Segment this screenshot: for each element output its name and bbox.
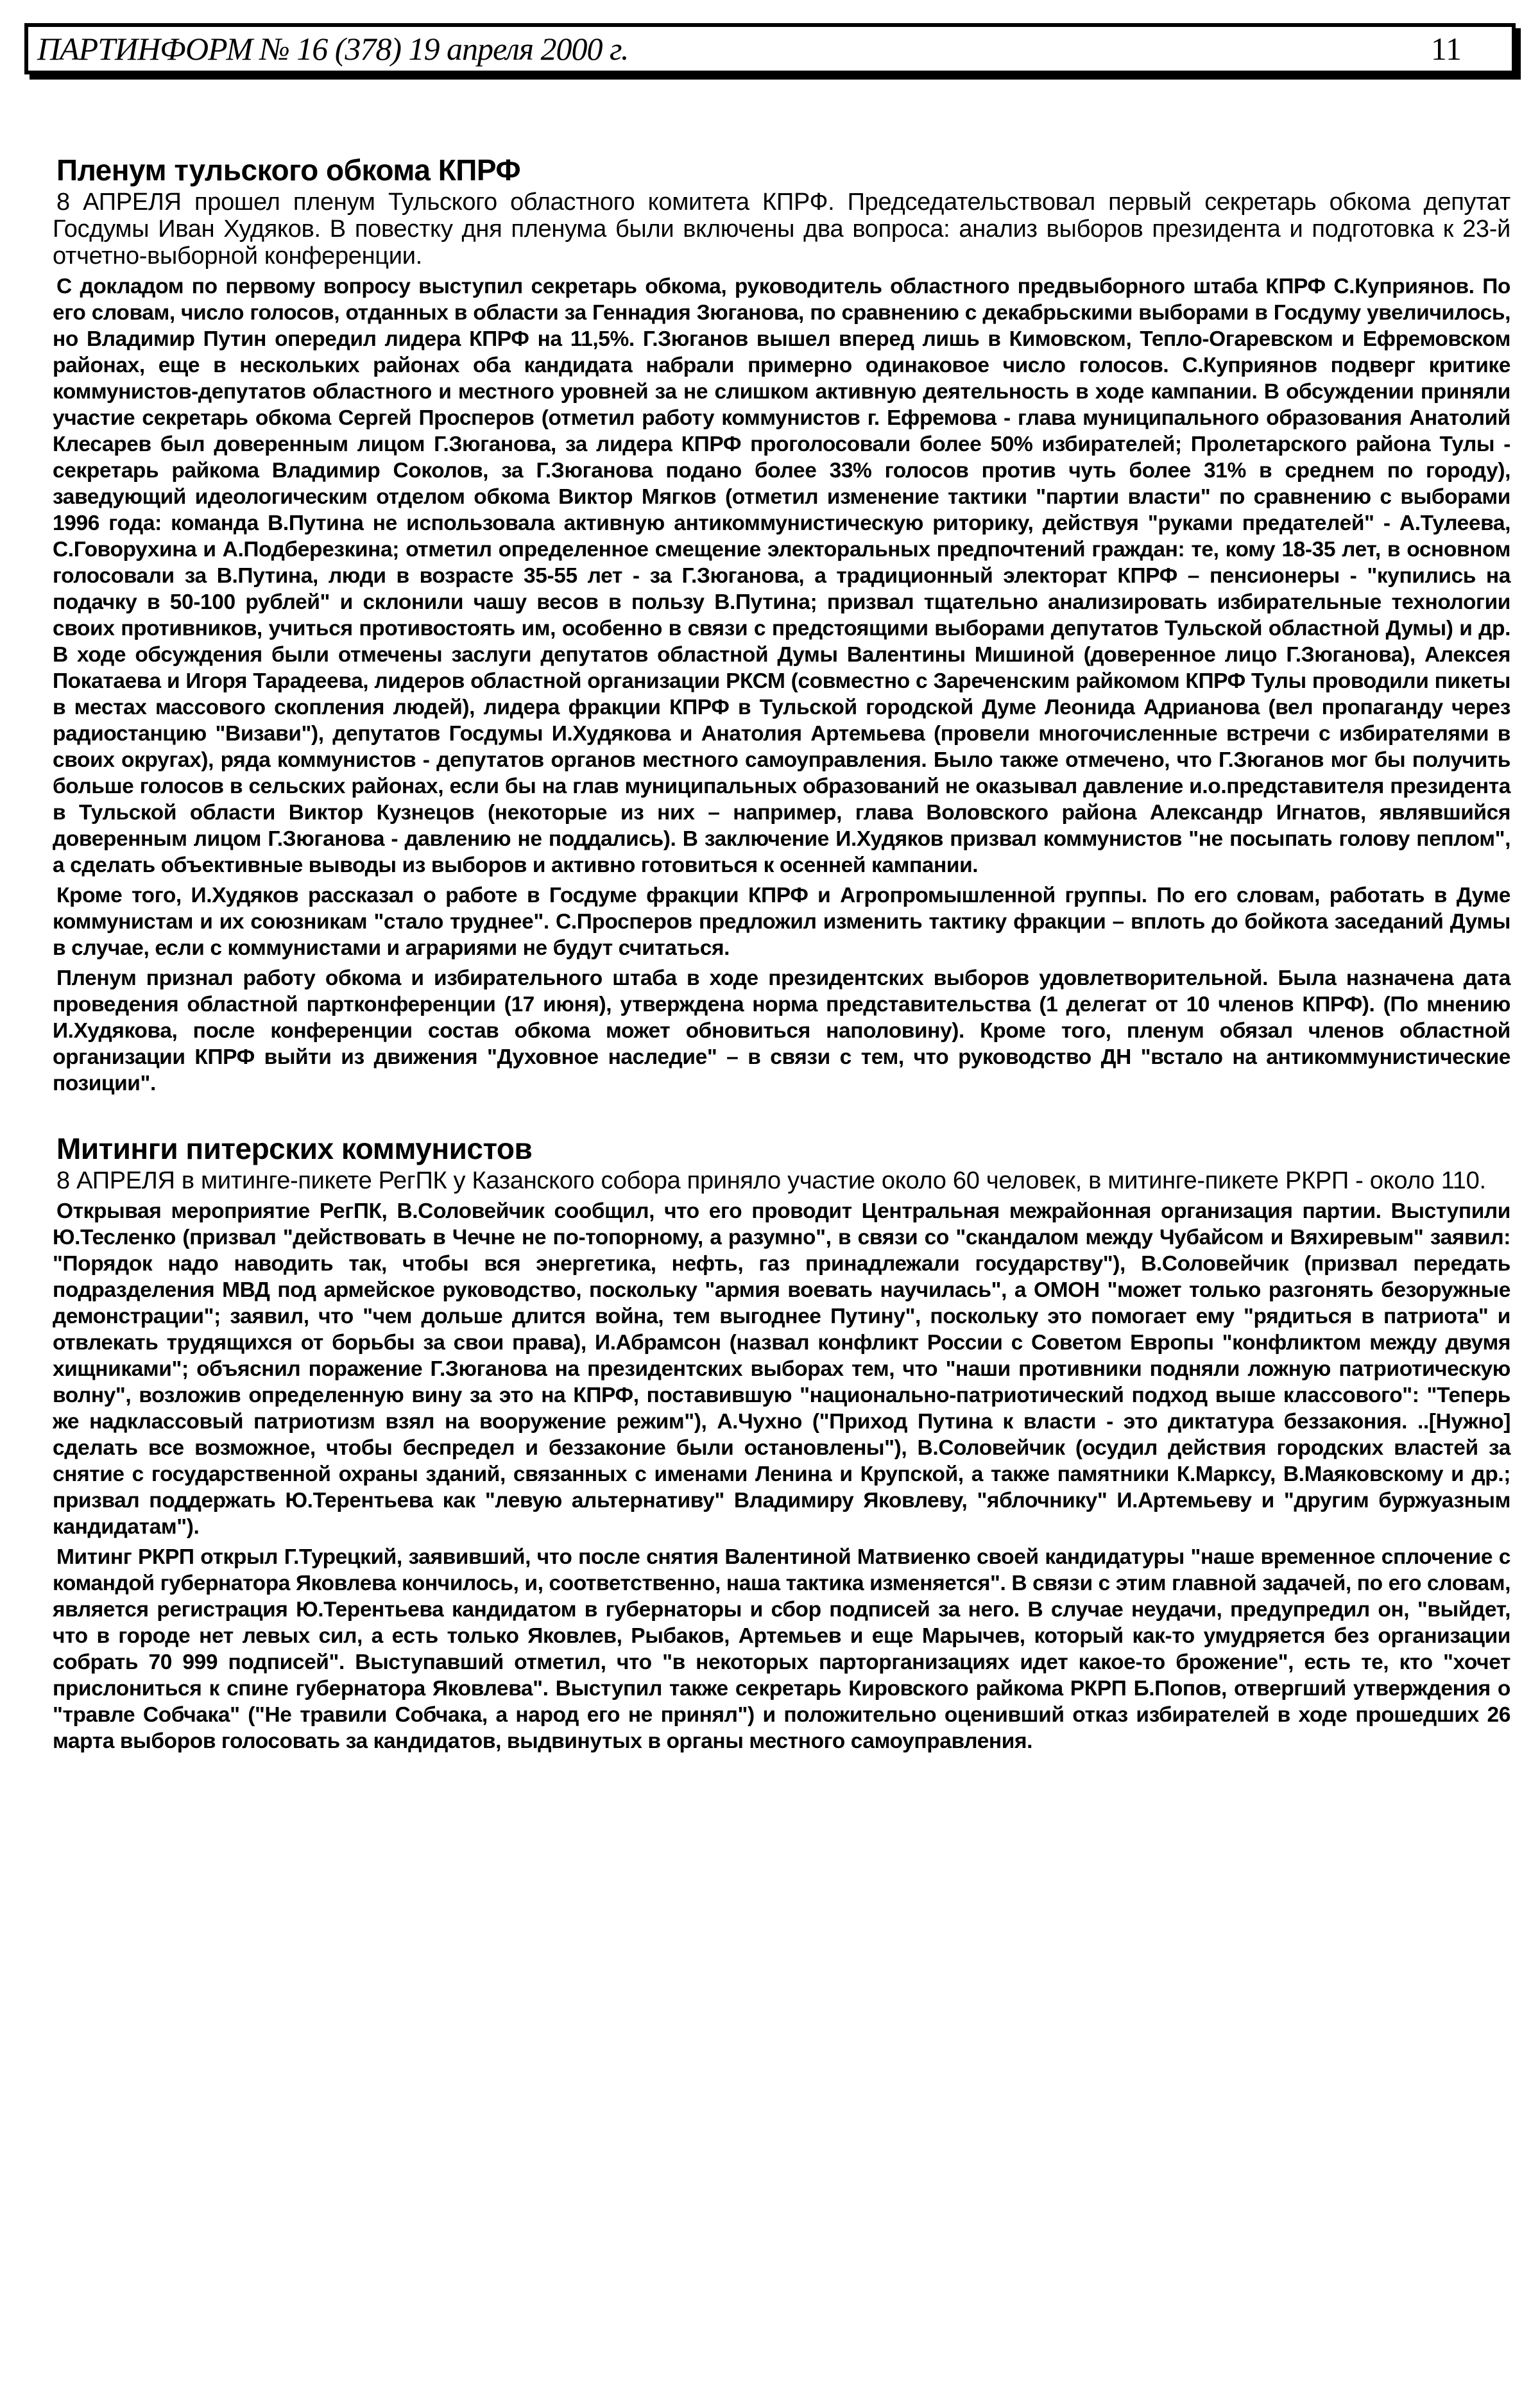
page-content — [53, 153, 1510, 1754]
article-lead: 8 АПРЕЛЯ в митинге-пикете РегПК у Казанского собора приняло участие около 60 человек, в митинге-пикете РКРП - около 110. — [56, 1167, 1486, 1194]
article-title: Пленум тульского обкома КПРФ — [56, 153, 521, 187]
page-header — [24, 23, 1516, 74]
article-paragraph: Кроме того, И.Худяков рассказал о работе в Госдуме фракции КПРФ и Агропромышленной группы. По его словам, работать в Думе коммунистам и их союзникам "стало труднее". С.Просперов предложил изменить тактику фракции – вплоть до бойкота заседаний Думы в случае, если с коммунистами и аграриями не будут считаться. — [53, 884, 1510, 960]
publication-title: ПАРТИНФОРМ № 16 (378) 19 апреля 2000 г. — [37, 31, 629, 67]
article-paragraph: Пленум признал работу обкома и избирательного штаба в ходе президентских выборов удовлетворительной. Была назначена дата проведения областной партконференции (17 июня), утверждена норма представительства (1 делегат от 10 членов КПРФ). (По мнению И.Худякова, после конференции состав обкома может обновиться наполовину). Кроме того, пленум обязал членов областной организации КПРФ выйти из движения "Духовное наследие" – в связи с тем, что руководство ДН "встало на антикоммунистические позиции". — [53, 966, 1510, 1095]
article-paragraph: Митинг РКРП открыл Г.Турецкий, заявивший, что после снятия Валентиной Матвиенко своей кандидатуры "наше временное сплочение с командой губернатора Яковлева кончилось, и, соответственно, наша тактика изменяется". В связи с этим главной задачей, по его словам, является регистрация Ю.Терентьева кандидатом в губернаторы и сбор подписей за него. В случае неудачи, предупредил он, "выйдет, что в городе нет левых сил, а есть только Яковлев, Рыбаков, Артемьев и еще Марычев, который как-то умудряется без организации собрать 70 999 подписей". Выступавший отметил, что "в некоторых парторганизациях идет какое-то брожение", есть те, кто "хочет прислониться к спине губернатора Яковлева". Выступил также секретарь Кировского райкома РКРП Б.Попов, отвергший утверждения о "травле Собчака" ("Не травили Собчака, а народ его не принял") и положительно оценивший отказ избирателей в ходе прошедших 26 марта выборов голосовать за кандидатов, выдвинутых в органы местного самоуправления. — [53, 1545, 1510, 1753]
page-number: 11 — [1430, 31, 1462, 67]
article-lead: 8 АПРЕЛЯ прошел пленум Тульского областного комитета КПРФ. Председательствовал первый секретарь обкома депутат Госдумы Иван Худяков. В повестку дня пленума были включены два вопроса: анализ выборов президента и подготовка к 23-й отчетно-выборной конференции. — [53, 189, 1510, 270]
article-piter-meetings — [53, 1131, 1510, 1754]
article-paragraph: С докладом по первому вопросу выступил секретарь обкома, руководитель областного предвыборного штаба КПРФ С.Куприянов. По его словам, число голосов, отданных в области за Геннадия Зюганова, по сравнению с декабрьскими выборами в Госдуму увеличилось, но Владимир Путин опередил лидера КПРФ на 11,5%. Г.Зюганов вышел вперед лишь в Кимовском, Тепло-Огаревском и Ефремовском районах, еще в нескольких районах оба кандидата набрали примерно одинаковое число голосов. С.Куприянов подверг критике коммунистов-депутатов областного и местного уровней за не слишком активную деятельность в ходе кампании. В обсуждении приняли участие секретарь обкома Сергей Просперов (отметил работу коммунистов г. Ефремова - глава муниципального образования Анатолий Клесарев был доверенным лицом Г.Зюганова, за лидера КПРФ проголосовали более 50% избирателей; Пролетарского района Тулы - секретарь райкома Владимир Соколов, за Г.Зюганова подано более 33% голосов против чуть более 31% в среднем по городу), заведующий идеологическим отделом обкома Виктор Мягков (отметил изменение тактики "партии власти" по сравнению с выборами 1996 года: команда В.Путина не использовала активную антикоммунистическую риторику, действуя "руками предателей" - А.Тулеева, С.Говорухина и А.Подберезкина; отметил определенное смещение электоральных предпочтений граждан: те, кому 18-35 лет, в основном голосовали за В.Путина, люди в возрасте 35-55 лет - за Г.Зюганова, а традиционный электорат КПРФ – пенсионеры - "купились на подачку в 50-100 рублей" и склонили чашу весов в пользу В.Путина; призвал тщательно анализировать избирательные технологии своих противников, учиться противостоять им, особенно в связи с предстоящими выборами депутатов Тульской областной Думы) и др. В ходе обсуждения были отмечены заслуги депутатов областной Думы Валентины Мишиной (доверенное лицо Г.Зюганова), Алексея Покатаева и Игоря Тарадеева, лидеров областной организации РКСМ (совместно с Зареченским райкомом КПРФ Тулы проводили пикеты в местах массового скопления людей), лидера фракции КПРФ в Тульской городской Думе Леонида Адрианова (вел пропаганду через радиостанцию "Визави"), депутатов Госдумы И.Худякова и Анатолия Артемьева (провели многочисленные встречи с избирателями в своих округах), ряда коммунистов - депутатов органов местного самоуправления. Было также отмечено, что Г.Зюганов мог бы получить больше голосов в сельских районах, если бы на глав муниципальных образований не оказывал давление и.о.представителя президента в Тульской области Виктор Кузнецов (некоторые из них – например, глава Воловского района Александр Игнатов, являвшийся доверенным лицом Г.Зюганова - давлению не поддались). В заключение И.Худяков призвал коммунистов "не посыпать голову пеплом", а сделать объективные выводы из выборов и активно готовиться к осенней кампании. — [53, 275, 1510, 877]
article-paragraph: Открывая мероприятие РегПК, В.Соловейчик сообщил, что его проводит Центральная межрайонная организация партии. Выступили Ю.Тесленко (призвал "действовать в Чечне не по-топорному, а разумно", в связи со "скандалом между Чубайсом и Вяхиревым" заявил: "Порядок надо наводить так, чтобы вся энергетика, нефть, газ принадлежали государству"), В.Соловейчик (призвал передать подразделения МВД под армейское руководство, поскольку "армия воевать научилась", а ОМОН "может только разгонять безоружные демонстрации"; заявил, что "чем дольше длится война, тем выгоднее Путину", поскольку это помогает ему "рядиться в патриота" и отвлекать трудящихся от борьбы за свои права), И.Абрамсон (назвал конфликт России с Советом Европы "конфликтом между двумя хищниками"; объяснил поражение Г.Зюганова на президентских выборах тем, что "наши противники подняли ложную патриотическую волну", возложив определенную вину за это на КПРФ, поставившую "национально-патриотический подход выше классового": "Теперь же надклассовый патриотизм взял на вооружение режим"), А.Чухно ("Приход Путина к власти - это диктатура беззакония. ..[Нужно] сделать все возможное, чтобы беспредел и беззаконие были остановлены"), В.Соловейчик (осудил действия городских властей за снятие с государственной охраны зданий, связанных с именами Ленина и Крупской, а также памятники К.Марксу, В.Маяковскому и др.; призвал поддержать Ю.Терентьева как "левую альтернативу" Владимиру Яковлеву, "яблочнику" И.Артемьеву и "другим буржуазным кандидатам"). — [53, 1199, 1510, 1539]
article-title: Митинги питерских коммунистов — [56, 1132, 533, 1165]
article-tula-plenum — [53, 153, 1510, 1097]
